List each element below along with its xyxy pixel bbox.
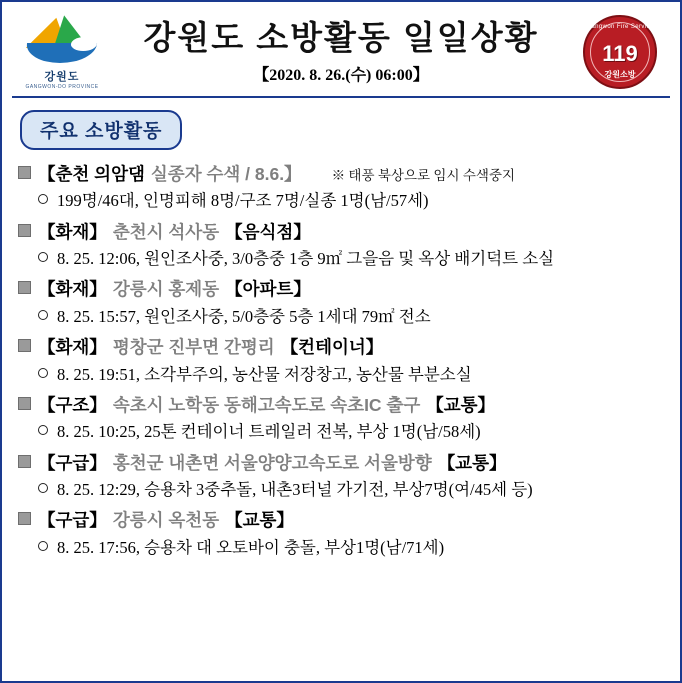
circle-bullet-icon <box>38 368 48 378</box>
incident-place: 춘천시 석사동 <box>112 221 220 242</box>
incident-list <box>4 152 678 561</box>
circle-bullet-icon <box>38 425 48 435</box>
incident-category: 【화재】 <box>38 337 107 358</box>
report-datetime: 【2020. 8. 26.(수) 06:00】 <box>253 67 429 85</box>
incident-tag: 【교통】 <box>426 394 496 415</box>
list-item <box>18 391 670 446</box>
emblem-label-ko: 강원소방 <box>604 70 636 79</box>
incident-detail: 8. 25. 15:57, 원인조사중, 5/0층중 5층 1세대 79㎡ 전소 <box>57 306 431 326</box>
gangwon-province-logo <box>14 15 110 90</box>
square-bullet-icon <box>18 281 31 294</box>
province-logo-name-ko: 강원도 <box>44 70 80 83</box>
province-logo-name-en: GANGWON-DO PROVINCE <box>25 83 99 90</box>
title-block <box>110 19 572 86</box>
incident-place: 강릉시 옥천동 <box>112 510 220 531</box>
section-header <box>4 98 678 152</box>
incident-place: 속초시 노학동 동해고속도로 속초IC 출구 <box>112 394 421 415</box>
square-bullet-icon <box>18 339 31 352</box>
list-item <box>18 333 670 388</box>
page-content <box>4 4 678 679</box>
incident-heading <box>18 160 670 188</box>
incident-detail: 8. 25. 10:25, 25톤 컨테이너 트레일러 전복, 부상 1명(남/58세) <box>57 422 481 442</box>
incident-detail: 8. 25. 12:06, 원인조사중, 3/0층중 1층 9㎡ 그을음 및 옥상 배기덕트 소실 <box>57 249 555 269</box>
page-title: 강원도 소방활동 일일상황 <box>143 18 539 56</box>
incident-heading <box>18 506 670 534</box>
incident-place: 강릉시 홍제동 <box>112 279 220 300</box>
list-item <box>18 275 670 330</box>
incident-heading <box>18 333 670 361</box>
list-item <box>18 218 670 273</box>
incident-detail-line <box>18 188 670 214</box>
incident-heading <box>18 275 670 303</box>
incident-place: 평창군 진부면 간평리 <box>112 337 275 358</box>
circle-bullet-icon <box>38 541 48 551</box>
incident-category: 【화재】 <box>38 279 107 300</box>
incident-note: ※ 태풍 북상으로 임시 수색중지 <box>331 168 516 183</box>
incident-heading <box>18 391 670 419</box>
fire-service-emblem <box>583 15 657 89</box>
incident-tag: 【교통】 <box>437 452 507 473</box>
province-logo-mark <box>20 15 104 67</box>
list-item <box>18 449 670 504</box>
incident-detail-line <box>18 535 670 561</box>
incident-detail: 8. 25. 12:29, 승용차 3중추돌, 내촌3터널 가기전, 부상7명(여/45세 등) <box>57 480 533 500</box>
incident-detail: 8. 25. 17:56, 승용차 대 오토바이 충돌, 부상1명(남/71세) <box>57 537 445 557</box>
circle-bullet-icon <box>38 483 48 493</box>
document-header <box>4 4 678 94</box>
incident-category: 【구급】 <box>38 452 107 473</box>
square-bullet-icon <box>18 512 31 525</box>
emblem-arc-text: Gangwon Fire Service <box>586 24 654 30</box>
square-bullet-icon <box>18 397 31 410</box>
incident-detail-line <box>18 419 670 445</box>
circle-bullet-icon <box>38 194 48 204</box>
incident-detail-line <box>18 477 670 503</box>
incident-place: 실종자 수색 / 8.6.】 <box>150 164 302 184</box>
incident-detail-line <box>18 362 670 388</box>
incident-category: 【춘천 의암댐 <box>38 164 145 184</box>
incident-detail-line <box>18 246 670 272</box>
circle-bullet-icon <box>38 252 48 262</box>
incident-place: 홍천군 내촌면 서울양양고속도로 서울방향 <box>112 452 432 473</box>
square-bullet-icon <box>18 166 31 179</box>
incident-heading <box>18 218 670 246</box>
incident-tag: 【아파트】 <box>225 279 311 300</box>
emblem-number-119: 119 <box>602 41 638 66</box>
circle-bullet-icon <box>38 310 48 320</box>
fire-service-emblem-wrap <box>572 15 668 89</box>
incident-category: 【구조】 <box>38 394 107 415</box>
incident-detail: 8. 25. 19:51, 소각부주의, 농산물 저장창고, 농산물 부분소실 <box>57 364 472 384</box>
square-bullet-icon <box>18 455 31 468</box>
logo-blue-wave <box>25 43 97 63</box>
incident-detail-line <box>18 304 670 330</box>
incident-category: 【화재】 <box>38 221 107 242</box>
incident-tag: 【교통】 <box>225 510 294 531</box>
list-item <box>18 506 670 561</box>
square-bullet-icon <box>18 224 31 237</box>
section-badge: 주요 소방활동 <box>20 110 182 150</box>
incident-heading <box>18 449 670 477</box>
list-item <box>18 160 670 215</box>
incident-detail: 199명/46대, 인명피해 8명/구조 7명/실종 1명(남/57세) <box>57 191 429 211</box>
incident-category: 【구급】 <box>38 510 107 531</box>
incident-tag: 【음식점】 <box>225 221 311 242</box>
incident-tag: 【컨테이너】 <box>280 337 384 358</box>
